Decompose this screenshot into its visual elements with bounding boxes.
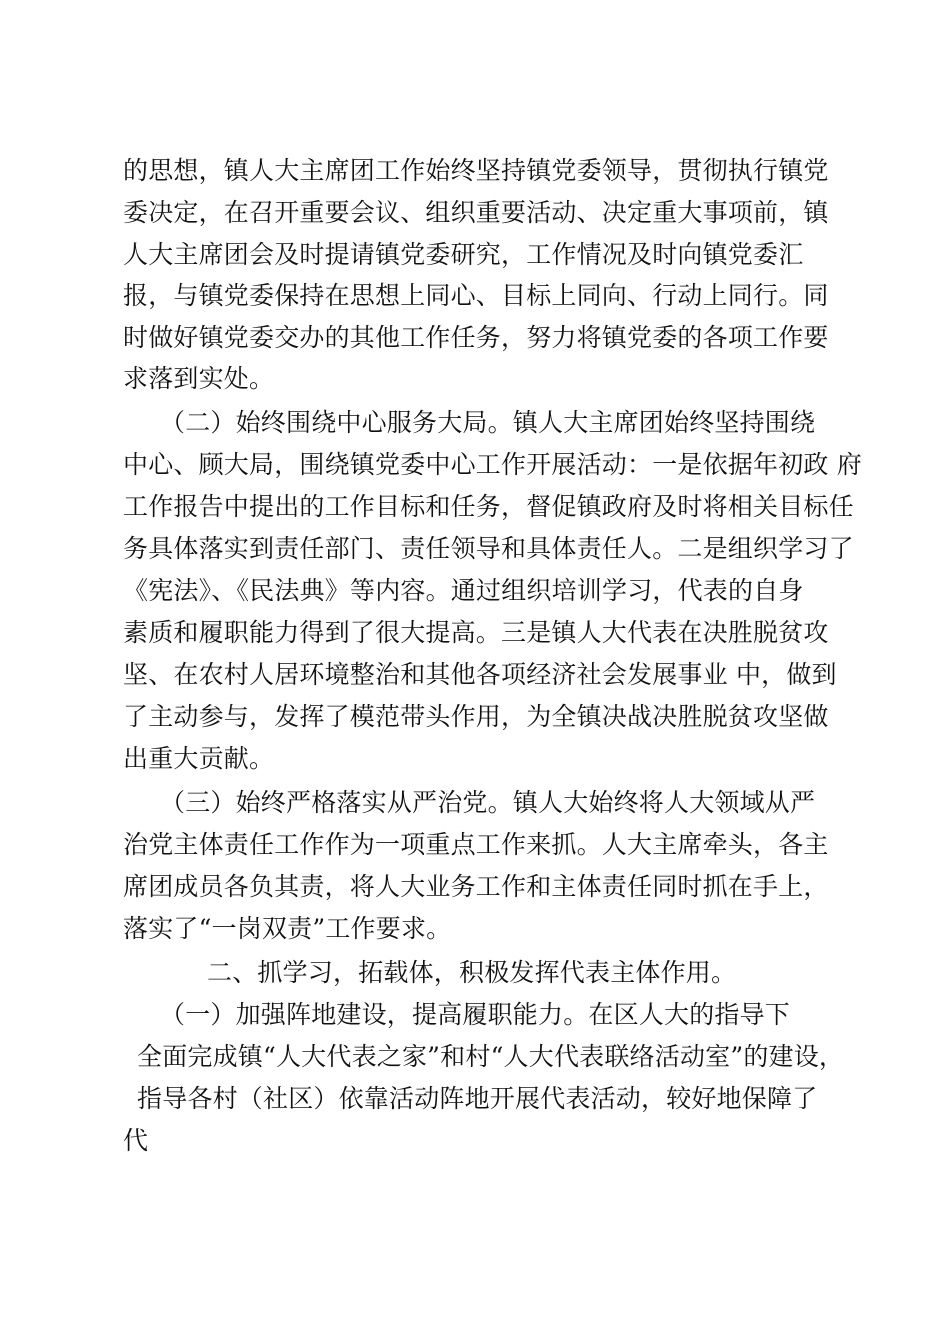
- text-line: 了主动参与，发挥了模范带头作用，为全镇决战决胜脱贫攻坚做: [123, 702, 829, 731]
- text-line: 求落到实处。: [123, 364, 275, 393]
- text-line: 代: [123, 1126, 149, 1155]
- text-line: 全面完成镇“人大代表之家”和村“人大代表联络活动室”的建设，: [137, 1042, 845, 1071]
- text-line: 务具体落实到责任部门、责任领导和具体责任人。二是组织学习了: [123, 534, 854, 563]
- text-line: 素质和履职能力得到了很大提高。三是镇人大代表在决胜脱贫攻: [123, 618, 829, 647]
- text-line: 报，与镇党委保持在思想上同心、目标上同向、行动上同行。同: [123, 281, 829, 310]
- text-line: 委决定，在召开重要会议、组织重要活动、决定重大事项前，镇: [123, 198, 829, 227]
- text-line: 时做好镇党委交办的其他工作任务，努力将镇党委的各项工作要: [123, 323, 829, 352]
- section-heading: 二、抓学习，拓载体，积极发挥代表主体作用。: [207, 958, 737, 987]
- text-line: 工作报告中提出的工作目标和任务，督促镇政府及时将相关目标任: [123, 492, 854, 521]
- text-line: 坚、在农村人居环境整治和其他各项经济社会发展事业 中，做到: [123, 660, 837, 689]
- text-line: 指导各村（社区）依靠活动阵地开展代表活动，较好地保障了: [137, 1084, 818, 1113]
- text-line: 《宪法》、《民法典》等内容。通过组织培训学习，代表的自身: [123, 576, 804, 605]
- text-line: 人大主席团会及时提请镇党委研究，工作情况及时向镇党委汇: [123, 240, 804, 269]
- text-line: 的思想，镇人大主席团工作始终坚持镇党委领导，贯彻执行镇党: [123, 156, 829, 185]
- text-line: 席团成员各负其责，将人大业务工作和主体责任同时抓在手上，: [123, 872, 829, 901]
- text-line: 治党主体责任工作作为一项重点工作来抓。人大主席牵头，各主: [123, 830, 829, 859]
- text-line: 中心、顾大局，围绕镇党委中心工作开展活动：一是依据年初政 府: [123, 450, 862, 479]
- text-line: 落实了“一岗双责”工作要求。: [123, 914, 452, 943]
- paragraph-heading: （一）加强阵地建设，提高履职能力。在区人大的指导下: [160, 1000, 791, 1029]
- text-line: 出重大贡献。: [123, 744, 275, 773]
- paragraph-heading: （三）始终严格落实从严治党。镇人大始终将人大领域从严: [160, 788, 816, 817]
- paragraph-heading: （二）始终围绕中心服务大局。镇人大主席团始终坚持围绕: [160, 408, 816, 437]
